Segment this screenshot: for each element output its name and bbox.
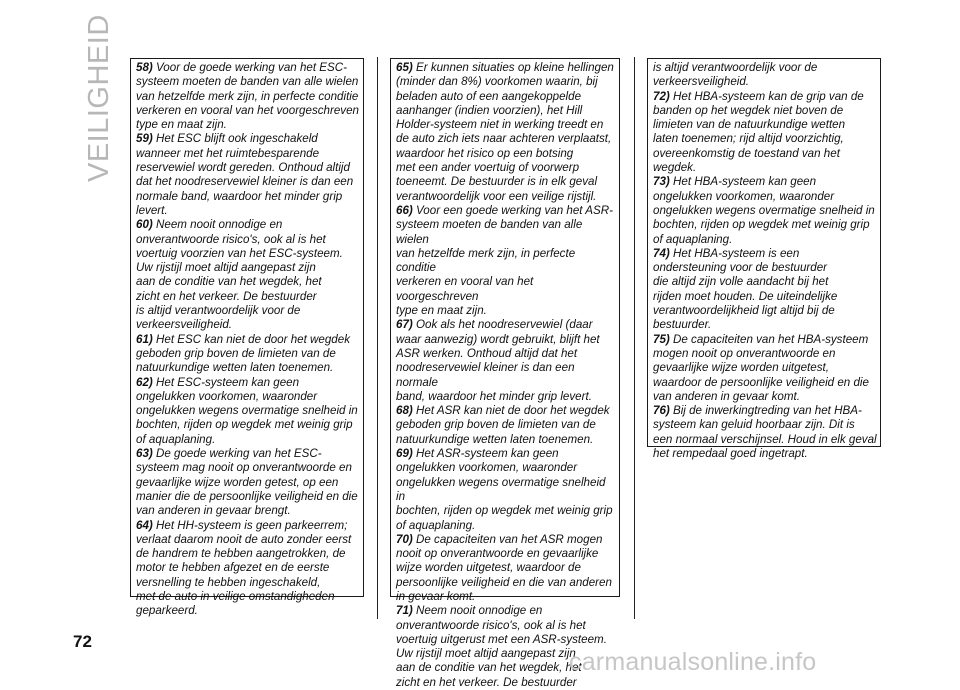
note-line [396,75,617,89]
note-text: ondersteuning voor de bestuurder [653,261,828,275]
note-text: waar aanwezig) wordt gebruikt, blijft het [396,332,600,346]
warning-note [653,247,878,333]
note-line [396,147,617,161]
note-line [136,447,361,461]
warning-note [136,447,361,518]
note-text: Ook als het noodreservewiel (daar [416,318,593,332]
note-line [396,590,617,604]
note-line [653,247,878,261]
note-text: van anderen in gevaar komt. [653,389,800,403]
note-text: ongelukken wegens overmatige snelheid in [396,475,606,503]
note-line [653,175,878,189]
note-line [136,275,361,289]
note-line [653,361,878,375]
note-line [653,104,878,118]
note-text: Holder-systeem niet in werking treedt en [396,118,604,132]
note-text: aan de conditie van het wegdek, het [136,275,322,289]
note-line [653,433,878,447]
note-text: toeneemt. De bestuurder is in elk geval [396,175,598,189]
warning-note [396,447,617,533]
note-text: ASR werken. Onthoud altijd dat het [396,346,578,360]
note-line [136,519,361,533]
note-line [653,376,878,390]
note-line [653,275,878,289]
note-text: Voor een goede werking van het ASR- [416,203,613,217]
note-text: (minder dan 8%) voorkomen waarin, bij [396,75,598,89]
note-line [653,118,878,132]
note-text: is altijd verantwoordelijk voor de [653,61,818,74]
note-line [396,275,617,304]
note-line [653,304,878,318]
note-text: band, waardoor het minder grip levert. [396,389,592,403]
note-line [136,461,361,475]
note-line [396,304,617,318]
note-line [396,333,617,347]
note-text: bochten, rijden op wegdek met weinig grip [396,504,613,518]
note-number: 76) [653,404,670,418]
note-text: noodreservewiel kleiner is dan een normale [396,361,575,389]
note-text: type en maat zijn. [396,304,487,318]
note-line [136,547,361,561]
note-text: met de auto in veilige omstandigheden [136,589,335,603]
note-text: Er kunnen situaties op kleine hellingen [416,61,614,74]
note-text: levert. [136,203,168,217]
note-line [653,404,878,418]
note-line [136,390,361,404]
note-line [396,118,617,132]
note-number: 61) [136,332,153,346]
note-line [136,561,361,575]
note-text: Neem nooit onnodige en [416,604,543,618]
note-text: persoonlijke veiligheid en die van anderen [396,575,612,589]
note-text: de handrem te hebben aangetrokken, de [136,547,346,561]
note-line [396,161,617,175]
note-text: nooit op onverantwoorde en gevaarlijke [396,547,599,561]
note-text: ongelukken voorkomen, waaronder [653,189,835,203]
note-line [136,247,361,261]
note-text: Uw rijstijl moet altijd aangepast zijn [136,261,316,275]
note-number: 74) [653,246,670,260]
note-text: bestuurder. [653,318,712,332]
note-text: Het HBA-systeem kan geen [673,175,817,189]
note-line [396,390,617,404]
note-text: verlaat daarom nooit de auto zonder eerst [136,532,352,546]
note-text: motor te hebben afgezet en de eerste [136,561,330,575]
note-line [136,104,361,118]
note-line [136,61,361,75]
note-text: reservewiel wordt gereden. Onthoud altijd [136,161,350,175]
note-text: verkeren en vooral van het voorgeschreven [396,275,534,303]
note-text: voertuig uitgerust met een ASR-systeem. [396,632,607,646]
note-number: 70) [396,532,413,546]
note-text: Het ASR-systeem kan geen [416,447,559,461]
note-line [396,204,617,218]
note-text: systeem kan geluid hoorbaar zijn. Dit is [653,418,855,432]
note-number: 71) [396,604,413,618]
note-number: 63) [136,447,153,461]
column-divider [634,57,635,619]
note-number: 62) [136,375,153,389]
note-text: of aquaplaning. [136,432,216,446]
note-line [653,290,878,304]
note-line [136,504,361,518]
note-line [653,190,878,204]
note-text: systeem moeten de banden van alle wielen [136,75,359,89]
note-text: voertuig voorzien van het ESC-systeem. [136,246,343,260]
warning-column-1 [130,58,364,618]
note-text: een normaal verschijnsel. Houd in elk geval [653,432,877,446]
note-line [136,318,361,332]
note-line [136,604,361,618]
note-line [136,418,361,432]
note-line [653,447,878,461]
note-line [136,590,361,604]
note-line [396,519,617,533]
note-line [396,619,617,633]
note-text: rijden moet houden. De uiteindelijke [653,289,838,303]
note-number: 60) [136,218,153,232]
note-line [653,147,878,161]
note-line [136,204,361,218]
note-text: beladen auto of een aangekoppelde [396,89,582,103]
note-line [653,90,878,104]
note-line [396,61,617,75]
watermark: carmanualsonline.info [569,648,817,676]
note-number: 69) [396,447,413,461]
warning-column-3 [647,58,881,461]
note-text: Het HH-systeem is geen parkeerrem; [156,518,348,532]
note-line [653,218,878,232]
note-text: verantwoordelijkheid ligt altijd bij de [653,304,835,318]
note-text: ongelukken wegens overmatige snelheid in [136,404,358,418]
note-text: waardoor het risico op een botsing [396,146,574,160]
note-line [653,318,878,332]
note-text: Bij de inwerkingtreding van het HBA- [673,404,862,418]
warning-note [136,333,361,376]
note-line [136,161,361,175]
warning-note [653,333,878,404]
note-text: bochten, rijden op wegdek met weinig grip [136,418,353,432]
note-number: 72) [653,89,670,103]
note-number: 75) [653,332,670,346]
note-number: 66) [396,203,413,217]
note-text: het rempedaal goed ingetrapt. [653,447,808,461]
note-text: type en maat zijn. [136,118,227,132]
note-line [396,461,617,475]
note-text: mogen nooit op onverantwoorde en [653,346,836,360]
note-text: van anderen in gevaar brengt. [136,504,291,518]
note-line [396,561,617,575]
warning-note [396,533,617,604]
warning-note [136,376,361,447]
note-text: verkeersveiligheid. [136,318,233,332]
note-line [653,161,878,175]
note-line [136,361,361,375]
note-line [396,347,617,361]
note-text: verantwoordelijk voor een veilige rijstijl. [396,189,597,203]
note-line [653,390,878,404]
note-text: of aquaplaning. [396,518,476,532]
note-line [136,347,361,361]
note-line [136,333,361,347]
note-text: wanneer met het ruimtebesparende [136,146,320,160]
note-line [136,490,361,504]
note-text: versnelling te hebben ingeschakeld, [136,575,321,589]
note-text: de auto zich iets naar achteren verplaatst, [396,132,612,146]
note-text: De goede werking van het ESC- [156,447,322,461]
note-text: systeem mag nooit op onverantwoorde en [136,461,352,475]
note-text: Neem nooit onnodige en [156,218,283,232]
note-text: geparkeerd. [136,604,198,618]
note-text: wijze worden uitgetest, waardoor de [396,561,581,575]
note-line [653,132,878,146]
note-line [653,233,878,247]
note-line [136,175,361,189]
warning-note [396,204,617,318]
note-line [136,190,361,204]
note-text: Uw rijstijl moet altijd aangepast zijn [396,647,576,661]
note-text: limieten van de natuurkundige wetten [653,118,846,132]
note-text: wegdek. [653,161,697,175]
note-text: Voor de goede werking van het ESC- [156,61,347,74]
note-text: Het ESC-systeem kan geen [156,375,300,389]
note-line [136,132,361,146]
note-line [653,75,878,89]
note-text: of aquaplaning. [653,232,733,246]
note-text: die altijd zijn volle aandacht bij het [653,275,829,289]
note-text: De capaciteiten van het ASR mogen [416,532,603,546]
warning-note [136,218,361,332]
note-text: De capaciteiten van het HBA-systeem [673,332,869,346]
warning-note [653,90,878,176]
note-line [136,304,361,318]
note-text: onverantwoorde risico's, ook al is het [396,618,586,632]
note-text: laten toenemen; rijd altijd voorzichtig, [653,132,844,146]
note-text: onverantwoorde risico's, ook al is het [136,232,326,246]
note-line [653,347,878,361]
note-line [136,118,361,132]
note-line [396,361,617,390]
note-line [653,204,878,218]
note-line [396,90,617,104]
note-text: natuurkundige wetten laten toenemen. [136,361,334,375]
note-number: 68) [396,404,413,418]
note-line [136,433,361,447]
note-text: verkeersveiligheid. [653,75,750,89]
note-line [396,218,617,247]
note-line [396,533,617,547]
note-text: met een ander voertuig of voorwerp [396,161,580,175]
note-text: gevaarlijke wijze worden getest, op een [136,475,339,489]
warning-column-2 [390,58,620,689]
note-text: Het ESC kan niet de door het wegdek [156,332,350,346]
note-text: geboden grip boven de limieten van de [136,346,336,360]
note-line [396,633,617,647]
note-text: waardoor de persoonlijke veiligheid en die [653,375,869,389]
note-number: 58) [136,61,153,74]
warning-note [653,404,878,461]
note-line [136,376,361,390]
note-line [136,218,361,232]
note-text: overeenkomstig de toestand van het [653,146,840,160]
note-text: Het ESC blijft ook ingeschakeld [156,132,318,146]
note-line [136,404,361,418]
note-text: van hetzelfde merk zijn, in perfecte conditie [396,246,576,275]
note-text: aanhanger (indien voorzien), het Hill [396,103,583,117]
note-line [136,90,361,104]
note-line [136,476,361,490]
section-title: VEILIGHEID [83,14,115,182]
note-number: 67) [396,318,413,332]
warning-note [136,61,361,132]
warning-note [653,61,878,90]
warning-note [396,404,617,447]
note-text: systeem moeten de banden van alle wielen [396,218,583,246]
note-text: ongelukken voorkomen, waaronder [396,461,578,475]
note-text: zicht en het verkeer. De bestuurder [136,289,317,303]
note-line [653,333,878,347]
note-line [396,247,617,276]
note-line [136,233,361,247]
note-text: geboden grip boven de limieten van de [396,418,596,432]
note-line [396,547,617,561]
warning-note [396,61,617,204]
note-line [653,261,878,275]
note-number: 59) [136,132,153,146]
note-line [396,604,617,618]
note-number: 65) [396,61,413,74]
note-line [136,147,361,161]
note-line [653,418,878,432]
note-line [136,261,361,275]
note-text: in gevaar komt. [396,589,476,603]
note-line [396,476,617,505]
note-line [396,104,617,118]
page-number: 72 [73,632,92,651]
note-line [136,576,361,590]
note-number: 64) [136,518,153,532]
note-text: zicht en het verkeer. De bestuurder [396,675,577,689]
note-line [136,290,361,304]
note-text: is altijd verantwoordelijk voor de [136,304,301,318]
note-text: ongelukken wegens overmatige snelheid in [653,203,875,217]
warning-note [396,318,617,404]
note-line [136,533,361,547]
note-line [396,132,617,146]
note-text: normale band, waardoor het minder grip [136,189,343,203]
note-line [396,576,617,590]
note-text: ongelukken voorkomen, waaronder [136,389,318,403]
note-line [396,318,617,332]
note-line [136,75,361,89]
note-text: aan de conditie van het wegdek, het [396,661,582,675]
note-text: bochten, rijden op wegdek met weinig grip [653,218,870,232]
warning-note [653,175,878,246]
note-line [396,504,617,518]
note-text: banden op het wegdek niet boven de [653,103,844,117]
note-text: Het HBA-systeem kan de grip van de [673,89,864,103]
note-text: gevaarlijke wijze worden uitgetest, [653,361,829,375]
note-text: natuurkundige wetten laten toenemen. [396,432,594,446]
note-line [653,61,878,75]
note-line [396,404,617,418]
note-text: dat het noodreservewiel kleiner is dan een [136,175,354,189]
note-number: 73) [653,175,670,189]
note-text: van hetzelfde merk zijn, in perfecte conditie [136,89,359,103]
column-divider [377,57,378,619]
note-text: verkeren en vooral van het voorgeschreven [136,103,359,117]
note-line [396,433,617,447]
note-line [396,418,617,432]
note-line [396,190,617,204]
note-text: Het ASR kan niet de door het wegdek [416,404,610,418]
note-line [396,447,617,461]
note-text: Het HBA-systeem is een [673,246,800,260]
warning-note [136,132,361,218]
note-text: manier die de persoonlijke veiligheid en die [136,489,358,503]
warning-note [136,519,361,619]
note-line [396,175,617,189]
